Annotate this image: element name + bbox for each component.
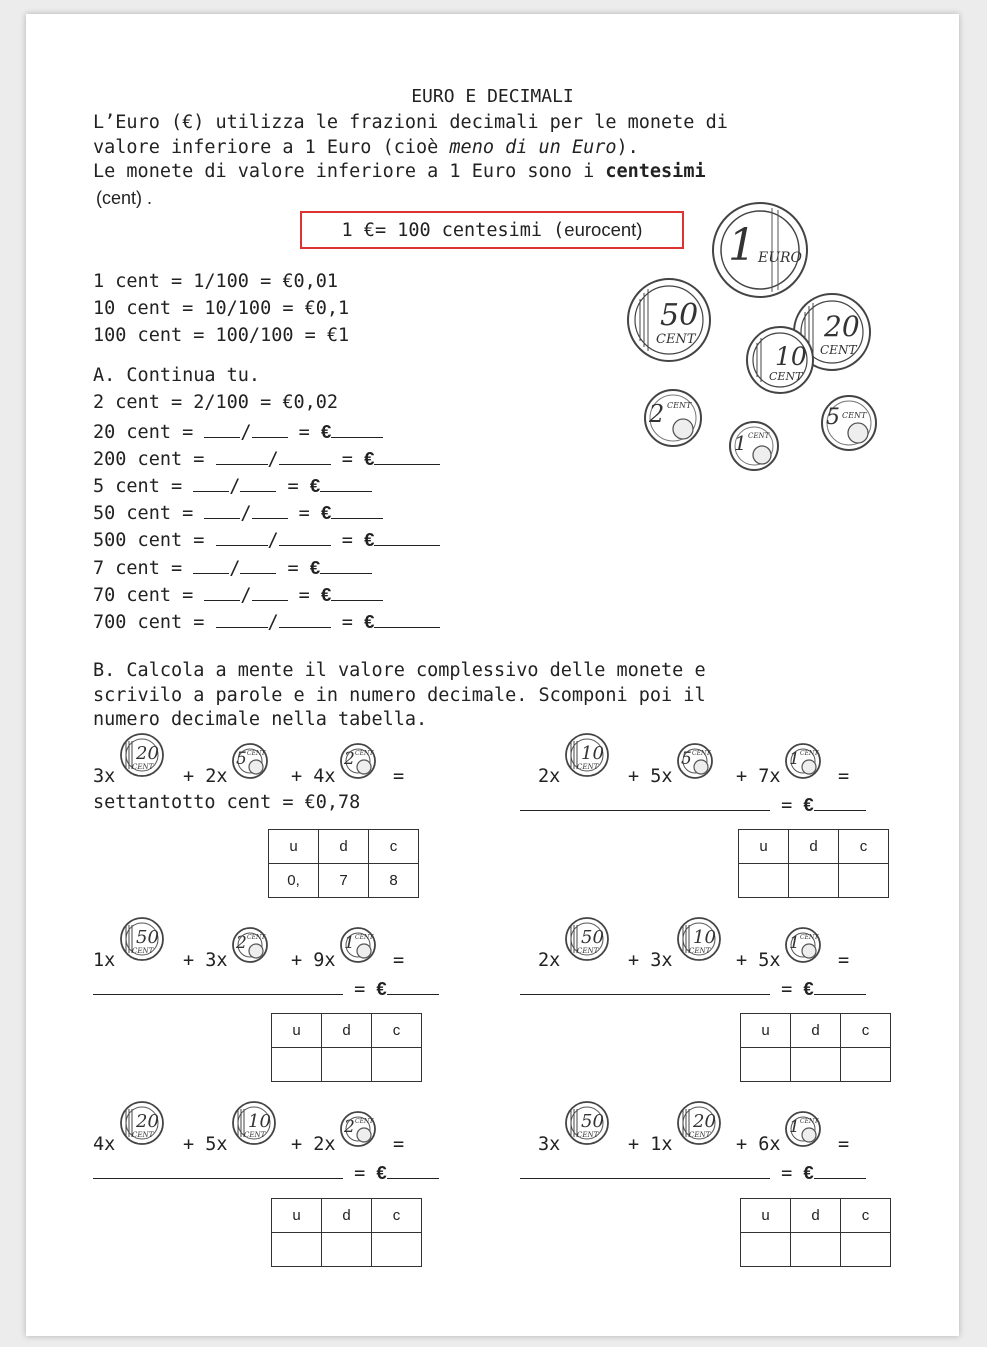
answer-line: = € — [93, 1160, 439, 1184]
coin-multiplier: + 2x — [183, 766, 228, 787]
udc-cell[interactable] — [789, 864, 839, 898]
coin-2-icon — [231, 926, 269, 964]
five-cent-coin-icon — [820, 394, 878, 452]
coin-multiplier: + 7x — [736, 766, 781, 787]
answer-line: = € — [520, 976, 866, 1000]
svg-text:CENT: CENT — [667, 401, 692, 410]
ten-cent-coin-icon — [745, 325, 815, 395]
worksheet-page — [26, 14, 959, 1336]
svg-text:CENT: CENT — [800, 1118, 819, 1125]
coin-50-icon — [564, 1100, 610, 1146]
equals-sign: = — [393, 950, 405, 971]
example-line-1: 1 cent = 1/100 = €0,01 — [93, 271, 339, 292]
svg-text:1: 1 — [344, 933, 355, 953]
udc-cell[interactable] — [272, 1048, 322, 1082]
coin-multiplier: 2x — [538, 950, 561, 971]
udc-cell[interactable] — [841, 1233, 891, 1267]
equals-sign: = — [838, 766, 850, 787]
svg-text:CENT: CENT — [842, 411, 867, 420]
svg-text:CENT: CENT — [355, 934, 374, 941]
svg-text:CENT: CENT — [769, 370, 803, 383]
coin-multiplier: 4x — [93, 1134, 116, 1155]
svg-text:CENT: CENT — [132, 763, 154, 771]
coin-multiplier: 2x — [538, 766, 561, 787]
coin-2-icon — [339, 742, 377, 780]
one-cent-coin-icon — [728, 420, 780, 472]
intro-line-2: valore inferiore a 1 Euro (cioè meno di un Euro). — [93, 137, 639, 158]
svg-text:1: 1 — [789, 749, 800, 769]
udc-cell[interactable] — [741, 1048, 791, 1082]
svg-text:CENT: CENT — [820, 343, 857, 357]
coin-multiplier: 3x — [538, 1134, 561, 1155]
coin-multiplier: + 5x — [628, 766, 673, 787]
svg-text:1: 1 — [789, 933, 800, 953]
coin-1-icon — [784, 1110, 822, 1148]
coin-multiplier: + 5x — [183, 1134, 228, 1155]
udc-cell[interactable] — [791, 1048, 841, 1082]
coin-1-icon — [784, 742, 822, 780]
udc-table: u d c — [740, 1198, 891, 1267]
svg-text:CENT: CENT — [247, 934, 266, 941]
fifty-cent-coin-icon — [626, 277, 712, 363]
svg-text:20: 20 — [824, 310, 860, 343]
section-a-title: A. Continua tu. — [93, 365, 261, 386]
udc-cell[interactable] — [741, 1233, 791, 1267]
coin-20-icon — [119, 732, 165, 778]
svg-text:CENT: CENT — [689, 1131, 711, 1139]
coin-50-icon — [564, 916, 610, 962]
svg-text:CENT: CENT — [577, 1131, 599, 1139]
fill-row: 200 cent = / = € — [93, 446, 440, 470]
svg-text:20: 20 — [693, 1111, 716, 1132]
one-euro-coin-icon — [710, 200, 810, 300]
coin-multiplier: + 9x — [291, 950, 336, 971]
svg-text:CENT: CENT — [800, 750, 819, 757]
coin-2-icon — [339, 1110, 377, 1148]
svg-text:1: 1 — [734, 431, 747, 455]
coin-multiplier: + 6x — [736, 1134, 781, 1155]
svg-text:10: 10 — [581, 743, 604, 764]
svg-text:20: 20 — [136, 743, 159, 764]
intro-line-4: (cent) . — [96, 188, 153, 208]
section-b-line-3: numero decimale nella tabella. — [93, 709, 428, 730]
example-answer: settantotto cent = €0,78 — [93, 792, 361, 813]
udc-cell[interactable] — [372, 1233, 422, 1267]
section-a-example: 2 cent = 2/100 = €0,02 — [93, 392, 339, 413]
coin-5-icon — [231, 742, 269, 780]
udc-table: u d c — [271, 1198, 422, 1267]
svg-text:50: 50 — [660, 298, 699, 333]
example-line-3: 100 cent = 100/100 = €1 — [93, 325, 350, 346]
fill-row: 20 cent = / = € — [93, 419, 383, 443]
coin-multiplier: 3x — [93, 766, 116, 787]
intro-line-1: L’Euro (€) utilizza le frazioni decimali per le monete di — [93, 112, 728, 133]
svg-text:CENT: CENT — [577, 947, 599, 955]
udc-cell[interactable] — [272, 1233, 322, 1267]
udc-cell[interactable] — [322, 1048, 372, 1082]
udc-table-example: u d c 0, 7 8 — [268, 829, 419, 898]
svg-text:CENT: CENT — [247, 750, 266, 757]
svg-text:1: 1 — [789, 1117, 800, 1137]
fill-row: 700 cent = / = € — [93, 609, 440, 633]
coin-20-icon — [676, 1100, 722, 1146]
section-b-line-2: scrivilo a parole e in numero decimale. Scomponi poi il — [93, 685, 706, 706]
answer-line: = € — [520, 792, 866, 816]
udc-cell[interactable] — [841, 1048, 891, 1082]
fill-row: 5 cent = / = € — [93, 473, 372, 497]
svg-text:20: 20 — [136, 1111, 159, 1132]
svg-text:1: 1 — [728, 220, 756, 271]
coin-multiplier: + 5x — [736, 950, 781, 971]
coin-5-icon — [676, 742, 714, 780]
udc-cell[interactable] — [739, 864, 789, 898]
svg-text:2: 2 — [649, 400, 665, 428]
svg-text:2: 2 — [344, 749, 355, 769]
svg-text:CENT: CENT — [132, 947, 154, 955]
coin-10-icon — [676, 916, 722, 962]
udc-table: u d c — [740, 1013, 891, 1082]
coin-10-icon — [564, 732, 610, 778]
svg-text:CENT: CENT — [800, 934, 819, 941]
svg-text:2: 2 — [344, 1117, 355, 1137]
answer-line: = € — [93, 976, 439, 1000]
coin-multiplier: + 1x — [628, 1134, 673, 1155]
svg-text:5: 5 — [826, 405, 840, 430]
coin-50-icon — [119, 916, 165, 962]
svg-text:2: 2 — [236, 933, 247, 953]
udc-cell[interactable] — [791, 1233, 841, 1267]
svg-text:5: 5 — [236, 749, 247, 769]
equals-sign: = — [393, 766, 405, 787]
svg-text:CENT: CENT — [355, 1118, 374, 1125]
coin-multiplier: + 3x — [183, 950, 228, 971]
svg-text:CENT: CENT — [577, 763, 599, 771]
coin-10-icon — [231, 1100, 277, 1146]
fill-row: 70 cent = / = € — [93, 582, 383, 606]
definition-box: 1 €= 100 centesimi ( eurocent) — [300, 211, 684, 249]
fill-row: 500 cent = / = € — [93, 527, 440, 551]
equals-sign: = — [838, 1134, 850, 1155]
udc-cell[interactable] — [372, 1048, 422, 1082]
intro-line-3: Le monete di valore inferiore a 1 Euro sono i centesimi — [93, 161, 706, 182]
svg-text:10: 10 — [248, 1111, 271, 1132]
fill-row: 7 cent = / = € — [93, 555, 372, 579]
udc-table: u d c — [738, 829, 889, 898]
udc-table: u d c — [271, 1013, 422, 1082]
udc-cell[interactable] — [839, 864, 889, 898]
svg-text:10: 10 — [693, 927, 716, 948]
coin-1-icon — [784, 926, 822, 964]
svg-text:CENT: CENT — [244, 1131, 266, 1139]
svg-text:50: 50 — [581, 1111, 604, 1132]
coin-multiplier: + 4x — [291, 766, 336, 787]
svg-text:5: 5 — [681, 749, 692, 769]
svg-text:EURO: EURO — [758, 250, 803, 266]
svg-text:CENT: CENT — [689, 947, 711, 955]
svg-text:50: 50 — [136, 927, 159, 948]
svg-text:CENT: CENT — [656, 332, 696, 347]
page-title: EURO E DECIMALI — [411, 86, 574, 107]
equals-sign: = — [393, 1134, 405, 1155]
svg-text:CENT: CENT — [132, 1131, 154, 1139]
svg-text:CENT: CENT — [355, 750, 374, 757]
svg-text:10: 10 — [775, 342, 807, 371]
svg-text:CENT: CENT — [748, 432, 770, 440]
answer-line: = € — [520, 1160, 866, 1184]
fill-row: 50 cent = / = € — [93, 500, 383, 524]
svg-text:CENT: CENT — [692, 750, 711, 757]
coin-1-icon — [339, 926, 377, 964]
equals-sign: = — [838, 950, 850, 971]
udc-cell[interactable] — [322, 1233, 372, 1267]
coin-multiplier: 1x — [93, 950, 116, 971]
section-b-line-1: B. Calcola a mente il valore complessivo delle monete e — [93, 660, 706, 681]
example-line-2: 10 cent = 10/100 = €0,1 — [93, 298, 350, 319]
coin-multiplier: + 3x — [628, 950, 673, 971]
coin-multiplier: + 2x — [291, 1134, 336, 1155]
two-cent-coin-icon — [643, 388, 703, 448]
coin-20-icon — [119, 1100, 165, 1146]
svg-text:50: 50 — [581, 927, 604, 948]
